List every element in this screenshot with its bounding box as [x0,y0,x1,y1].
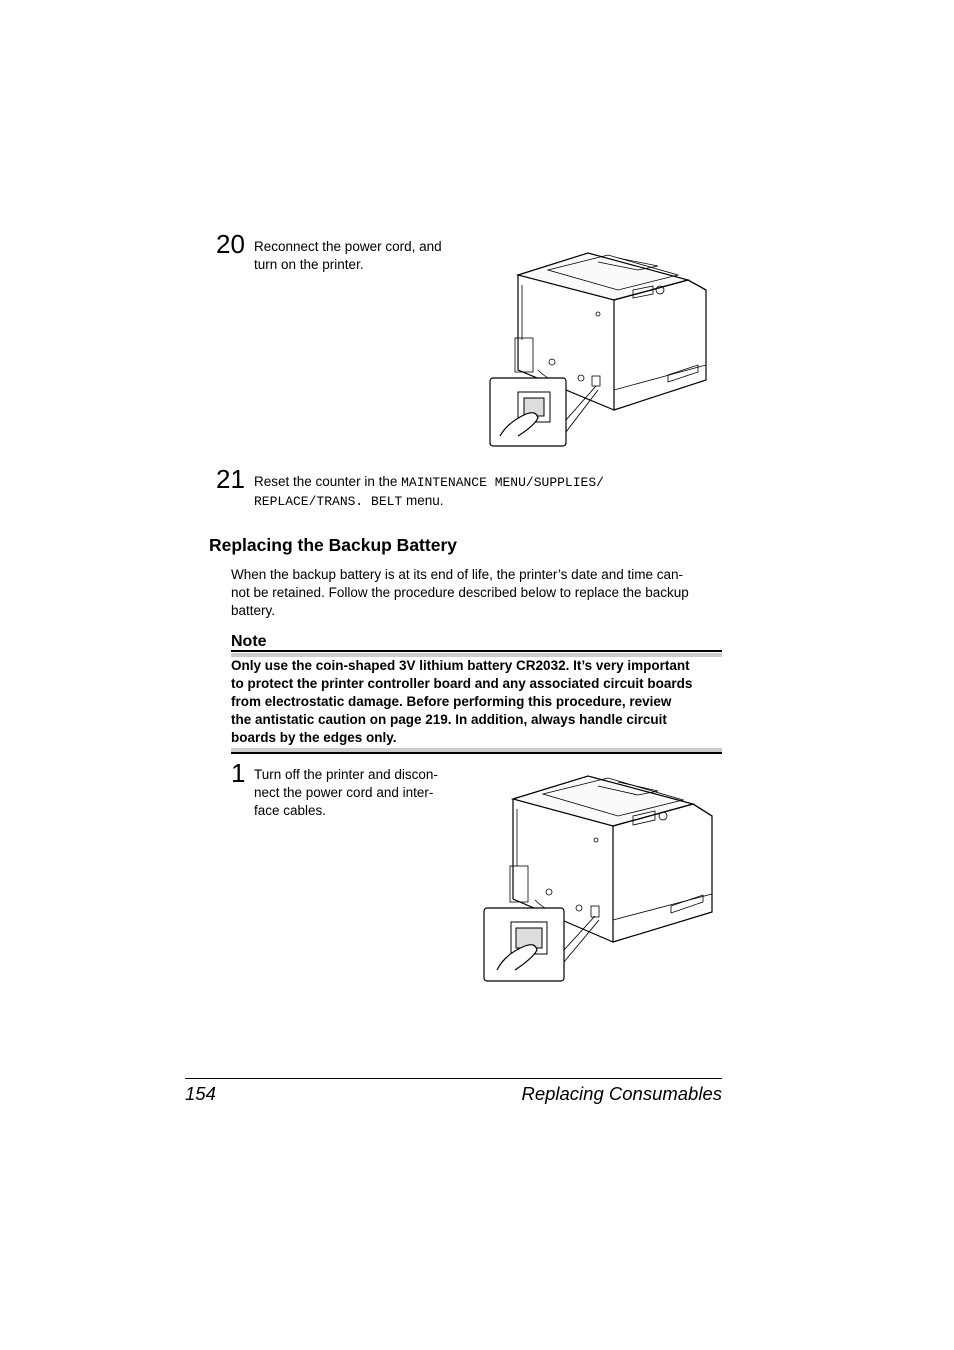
section-heading: Replacing the Backup Battery [209,535,457,555]
step-21-prefix: Reset the counter in the [254,474,402,489]
step-20-line-1: Reconnect the power cord, and [254,239,442,254]
step-1-line-2: nect the power cord and inter- [254,785,434,800]
note-top-rule [231,650,722,652]
menu-path-2: REPLACE/TRANS. BELT [254,494,403,509]
step-21-text [254,473,604,511]
paragraph-line-2: not be retained. Follow the procedure described below to replace the backup [231,585,689,600]
step-20-line-2: turn on the printer. [254,257,364,272]
section-paragraph [231,566,723,620]
note-line-2: to protect the printer controller board and any associated circuit boards [231,676,693,691]
step-1-line-1: Turn off the printer and discon- [254,767,438,782]
note-line-3: from electrostatic damage. Before performing this procedure, review [231,694,672,709]
paragraph-line-1: When the backup battery is at its end of life, the printer’s date and time can- [231,567,683,582]
step-21-suffix: menu. [402,493,444,508]
footer-rule [185,1078,722,1079]
note-line-4: the antistatic caution on page 219. In addition, always handle circuit [231,712,667,727]
note-bottom-rule [231,752,722,754]
note-line-1: Only use the coin-shaped 3V lithium battery CR2032. It’s very important [231,658,690,673]
step-number-20: 20 [216,229,245,259]
step-number-1: 1 [231,758,246,788]
note-title: Note [231,633,267,650]
step-1-line-3: face cables. [254,803,327,818]
step-20-text [254,238,442,274]
note-line-5: boards by the edges only. [231,730,397,745]
chapter-title: Replacing Consumables [521,1083,722,1104]
printer-power-on-illustration [488,250,710,450]
step-1-text [254,766,438,820]
menu-path-1: MAINTENANCE MENU/SUPPLIES/ [401,475,604,490]
printer-power-off-illustration [483,774,715,984]
step-number-21: 21 [216,464,245,494]
note-text [231,657,723,747]
paragraph-line-3: battery. [231,603,276,618]
page-number: 154 [185,1083,216,1104]
